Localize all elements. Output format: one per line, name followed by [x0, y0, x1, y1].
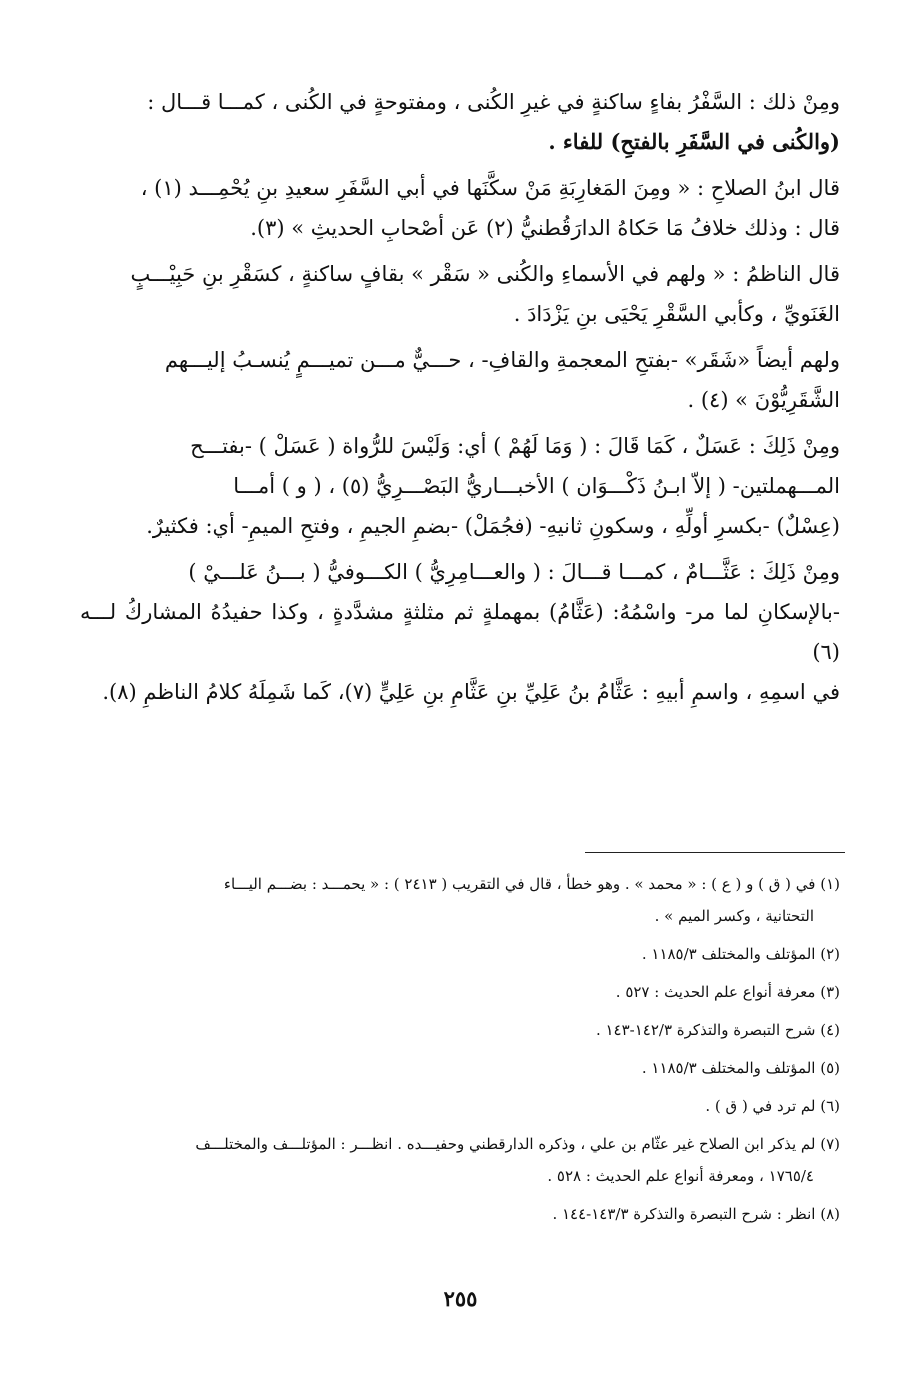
footnote-text: (١) في ( ق ) و ( ع ) : « محمد » . وهو خطأ ، قال في التقريب ( ٢٤١٣ ) : « يحمـــد : بضـــم اليـــاء: [223, 875, 840, 893]
footnote: [80, 1198, 840, 1230]
footnote-text: (٨) انظر : شرح التبصرة والتذكرة ١٤٣/٣-١٤٤ .: [552, 1205, 840, 1223]
footnote-continuation: ١٧٦٥/٤ ، ومعرفة أنواع علم الحديث : ٥٢٨ .: [547, 1167, 814, 1185]
footnote: [80, 976, 840, 1008]
text-line: ومِنْ ذَلِكَ : عَثَّـــامٌ ، كمـــا قـــالَ : ( والعـــامِرِيُّ ) الكـــوفيُّ ( بـــنُ عَلـــيْ ): [188, 560, 840, 584]
text-line: -بالإسكانِ لما مر- واسْمُهُ: (عَثَّامُ) بمهملةٍ ثم مثلثةٍ مشدَّدةٍ ، وكذا حفيدُهُ المشاركُ لـــه (٦): [80, 600, 840, 664]
text-line: (عِسْلٌ) -بكسرِ أولِّهِ ، وسكونِ ثانيهِ- (فجُمَلْ) -بضمِ الجيمِ ، وفتحِ الميمِ- أي: فكثيرٌ.: [146, 514, 840, 538]
footnote-text: (٢) المؤتلف والمختلف ١١٨٥/٣ .: [641, 945, 840, 963]
paragraph: [80, 168, 840, 248]
page-number: ٢٥٥: [443, 1286, 478, 1311]
footnote: [80, 1014, 840, 1046]
text-line: ومِنْ ذَلِكَ : عَسَلٌ ، كَمَا قَالَ : ( وَمَا لَهُمْ ) أي: وَلَيْسَ للرُّواة ( عَسَلْ ) -بفتـــح: [190, 434, 840, 458]
footnote-text: (٣) معرفة أنواع علم الحديث : ٥٢٧ .: [615, 983, 840, 1001]
footnote-text: (٤) شرح التبصرة والتذكرة ١٤٢/٣-١٤٣ .: [595, 1021, 840, 1039]
footnotes: [80, 868, 840, 1236]
footnote: [80, 938, 840, 970]
text-line: قال ابنُ الصلاحِ : « ومِنَ المَغارِبَةِ مَنْ سكَّنَها في أبي السَّفَرِ سعيدِ بنِ يُحْمِـــد (١) ،: [140, 176, 840, 200]
text-line: قال : وذلك خلافُ مَا حَكاهُ الدارَقُطنيُّ (٢) عَن أصْحابِ الحديثِ » (٣).: [250, 216, 840, 240]
text-line: المـــهملتين- ( إلاّ ابـنُ ذَكْـــوَان ) الأخبـــاريُّ البَصْـــرِيُّ (٥) ، ( و ) أمـــا: [233, 474, 840, 498]
paragraph: [80, 552, 840, 712]
paragraph: [80, 340, 840, 420]
paragraph: [80, 426, 840, 546]
text-line: ومِنْ ذلك : السَّفْرُ بفاءٍ ساكنةٍ في غيرِ الكُنى ، ومفتوحةٍ في الكُنى ، كمـــا قـــال :: [147, 90, 840, 114]
footnote-text: (٥) المؤتلف والمختلف ١١٨٥/٣ .: [641, 1059, 840, 1077]
footnote-continuation: التحتانية ، وكسر الميم » .: [654, 907, 814, 925]
text-line: قال الناظمُ : « ولهم في الأسماءِ والكُنى « سَقْر » بقافٍ ساكنةٍ ، كسَقْرِ بنِ حَبِيْـــبٍ: [130, 262, 840, 286]
footnote: [80, 1052, 840, 1084]
text-line: (والكُنى في السَّفَرِ بالفتحِ) للفاء .: [548, 129, 840, 154]
paragraph: [80, 82, 840, 162]
footnote: [80, 1128, 840, 1192]
footnote-separator: [585, 852, 845, 853]
footnote: [80, 1090, 840, 1122]
footnote: [80, 868, 840, 932]
main-text: [80, 82, 840, 718]
footnote-text: (٦) لم ترد في ( ق ) .: [705, 1097, 840, 1115]
text-line: ولهم أيضاً «شَقَر» -بفتحِ المعجمةِ والقافِ- ، حـــيٌّ مـــن تميـــمٍ يُنسـبُ إليـــهم: [164, 348, 840, 372]
text-line: الشَّقَرِيُّوْنَ » (٤) .: [687, 388, 840, 412]
text-line: في اسمِهِ ، واسمِ أبيهِ : عَثَّامُ بنُ عَلِيِّ بنِ عَثَّامِ بنِ عَلِيٍّ (٧)، كَما شَمِلَهُ كلامُ الناظمِ (٨).: [102, 680, 840, 704]
footnote-text: (٧) لم يذكر ابن الصلاح غير عثّام بن علي ، وذكره الدارقطني وحفيـــده . انظـــر : المؤتلـــف والمختلـــف: [195, 1135, 840, 1153]
text-line: الغَنَويِّ ، وكأبي السَّقْرِ يَحْيَى بنِ يَزْدَادَ .: [513, 302, 840, 326]
paragraph: [80, 254, 840, 334]
